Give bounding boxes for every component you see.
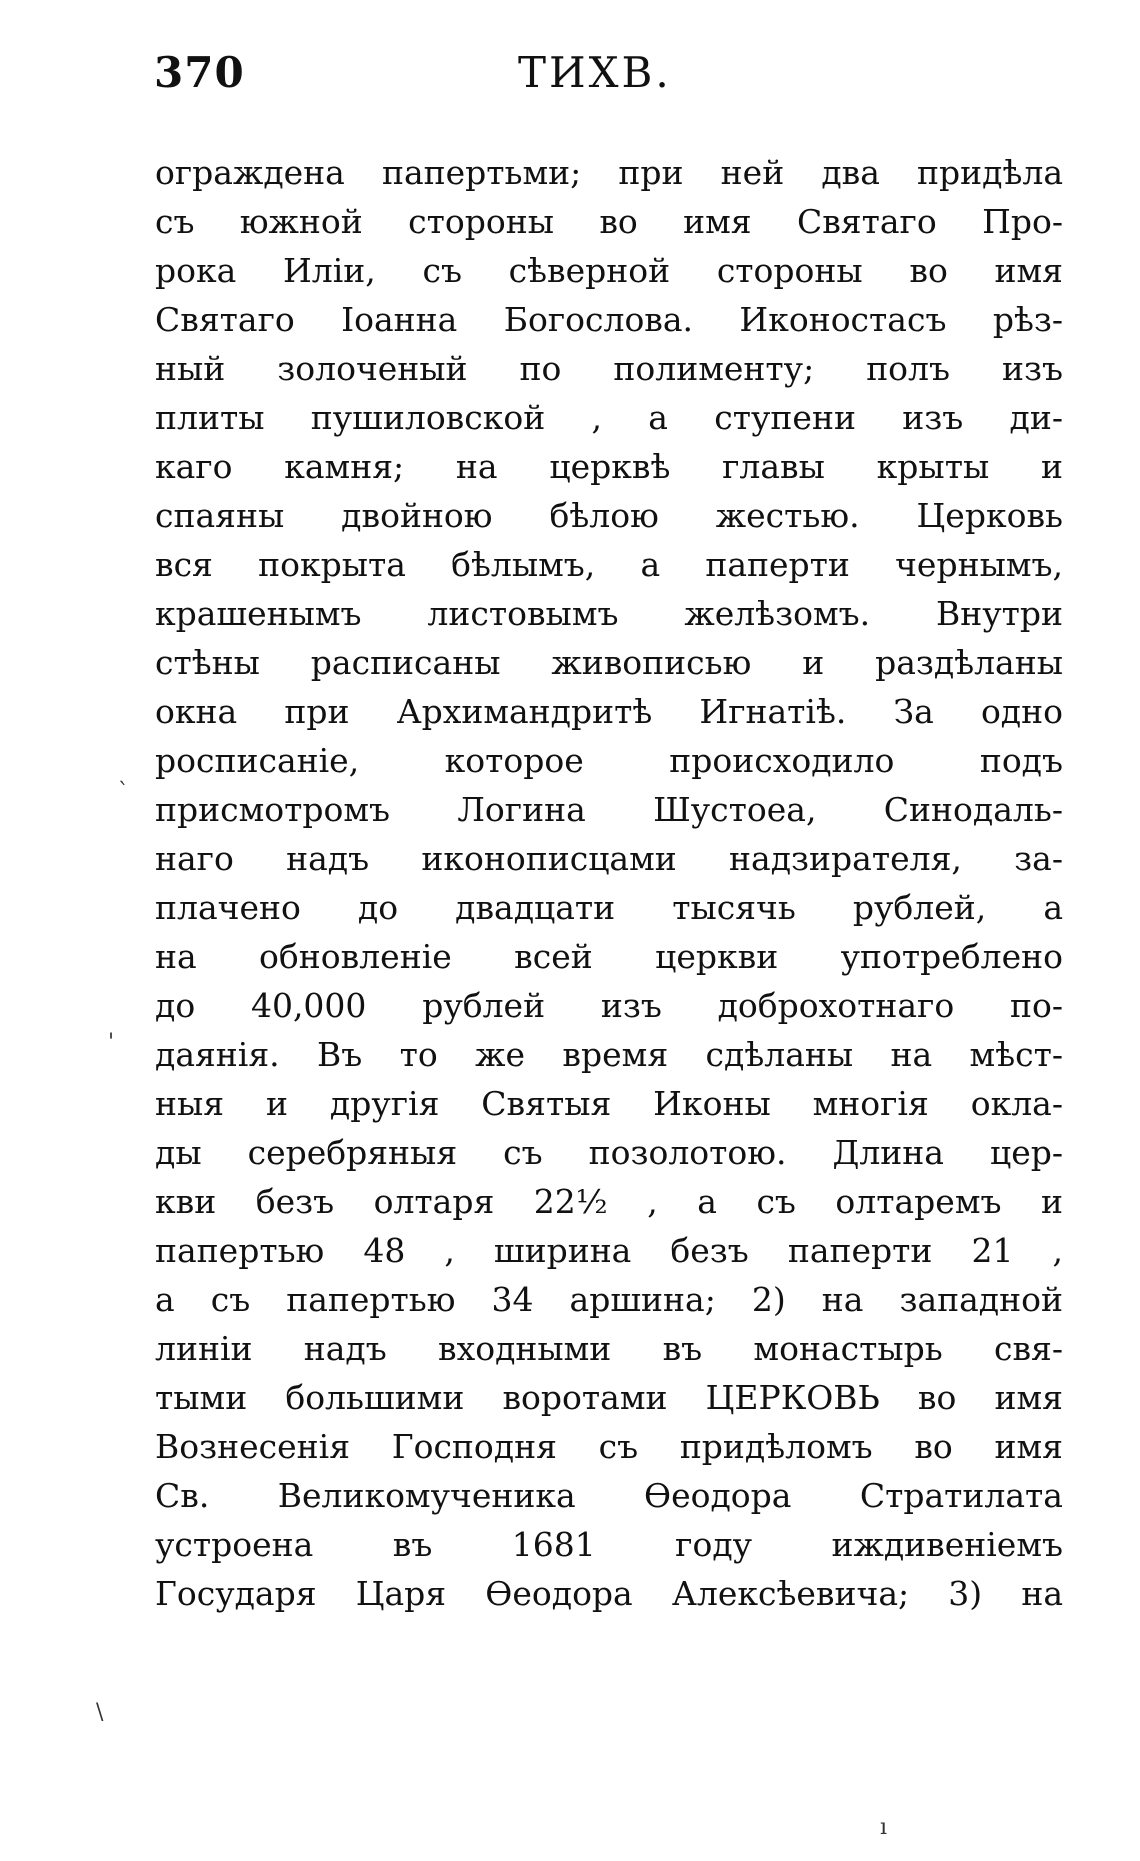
text-line: Св. Великомученика Ѳеодора Стратилата (155, 1476, 1063, 1515)
text-line: наго надъ иконописцами надзирателя, за- (155, 839, 1063, 878)
text-line: ограждена папертьми; при ней два придѣла (155, 153, 1063, 192)
text-line: присмотромъ Логина Шустоеа, Синодаль- (155, 790, 1063, 829)
text-line: спаяны двойною бѣлою жестью. Церковь (155, 496, 1063, 535)
text-line: рока Иліи, съ сѣверной стороны во имя (155, 251, 1063, 290)
text-line: папертью 48 , ширина безъ паперти 21 , (155, 1231, 1063, 1270)
text-line: стѣны расписаны живописью и раздѣланы (155, 643, 1063, 682)
text-line: кви безъ олтаря 22½ , а съ олтаремъ и (155, 1182, 1063, 1221)
body-text (155, 148, 1063, 1618)
text-line: устроена въ 1681 году иждивеніемъ (155, 1525, 1063, 1564)
ink-speck: ` (118, 780, 129, 805)
text-line: плиты пушиловской , а ступени изъ ди- (155, 398, 1063, 437)
text-line: крашенымъ листовымъ желѣзомъ. Внутри (155, 594, 1063, 633)
text-line: линіи надъ входными въ монастырь свя- (155, 1329, 1063, 1368)
page-number: 370 (154, 48, 245, 97)
text-line: на обновленіе всей церкви употреблено (155, 937, 1063, 976)
text-line: съ южной стороны во имя Святаго Про- (155, 202, 1063, 241)
text-line: ды серебряныя съ позолотою. Длина цер- (155, 1133, 1063, 1172)
ink-speck: \ (96, 1700, 104, 1725)
text-line: каго камня; на церквѣ главы крыты и (155, 447, 1063, 486)
text-line: даянія. Въ то же время сдѣланы на мѣст- (155, 1035, 1063, 1074)
running-head: ТИХВ. (518, 48, 672, 97)
ink-speck: ' (108, 1030, 115, 1055)
ink-speck: ı (880, 1815, 888, 1840)
text-line: Святаго Іоанна Богослова. Иконостасъ рѣз- (155, 300, 1063, 339)
text-line: плачено до двадцати тысячь рублей, а (155, 888, 1063, 927)
text-line: росписаніе, которое происходило подъ (155, 741, 1063, 780)
text-line: Государя Царя Ѳеодора Алексѣевича; 3) на (155, 1574, 1063, 1613)
text-line: тыми большими воротами ЦЕРКОВЬ во имя (155, 1378, 1063, 1417)
text-line: ныя и другія Святыя Иконы многія окла- (155, 1084, 1063, 1123)
page-header (150, 40, 1050, 110)
text-line: Вознесенія Господня съ придѣломъ во имя (155, 1427, 1063, 1466)
text-line: до 40,000 рублей изъ доброхотнаго по- (155, 986, 1063, 1025)
text-line: а съ папертью 34 аршина; 2) на западной (155, 1280, 1063, 1319)
text-line: ный золоченый по полименту; полъ изъ (155, 349, 1063, 388)
text-line: окна при Архимандритѣ Игнатіѣ. За одно (155, 692, 1063, 731)
text-line: вся покрыта бѣлымъ, а паперти чернымъ, (155, 545, 1063, 584)
